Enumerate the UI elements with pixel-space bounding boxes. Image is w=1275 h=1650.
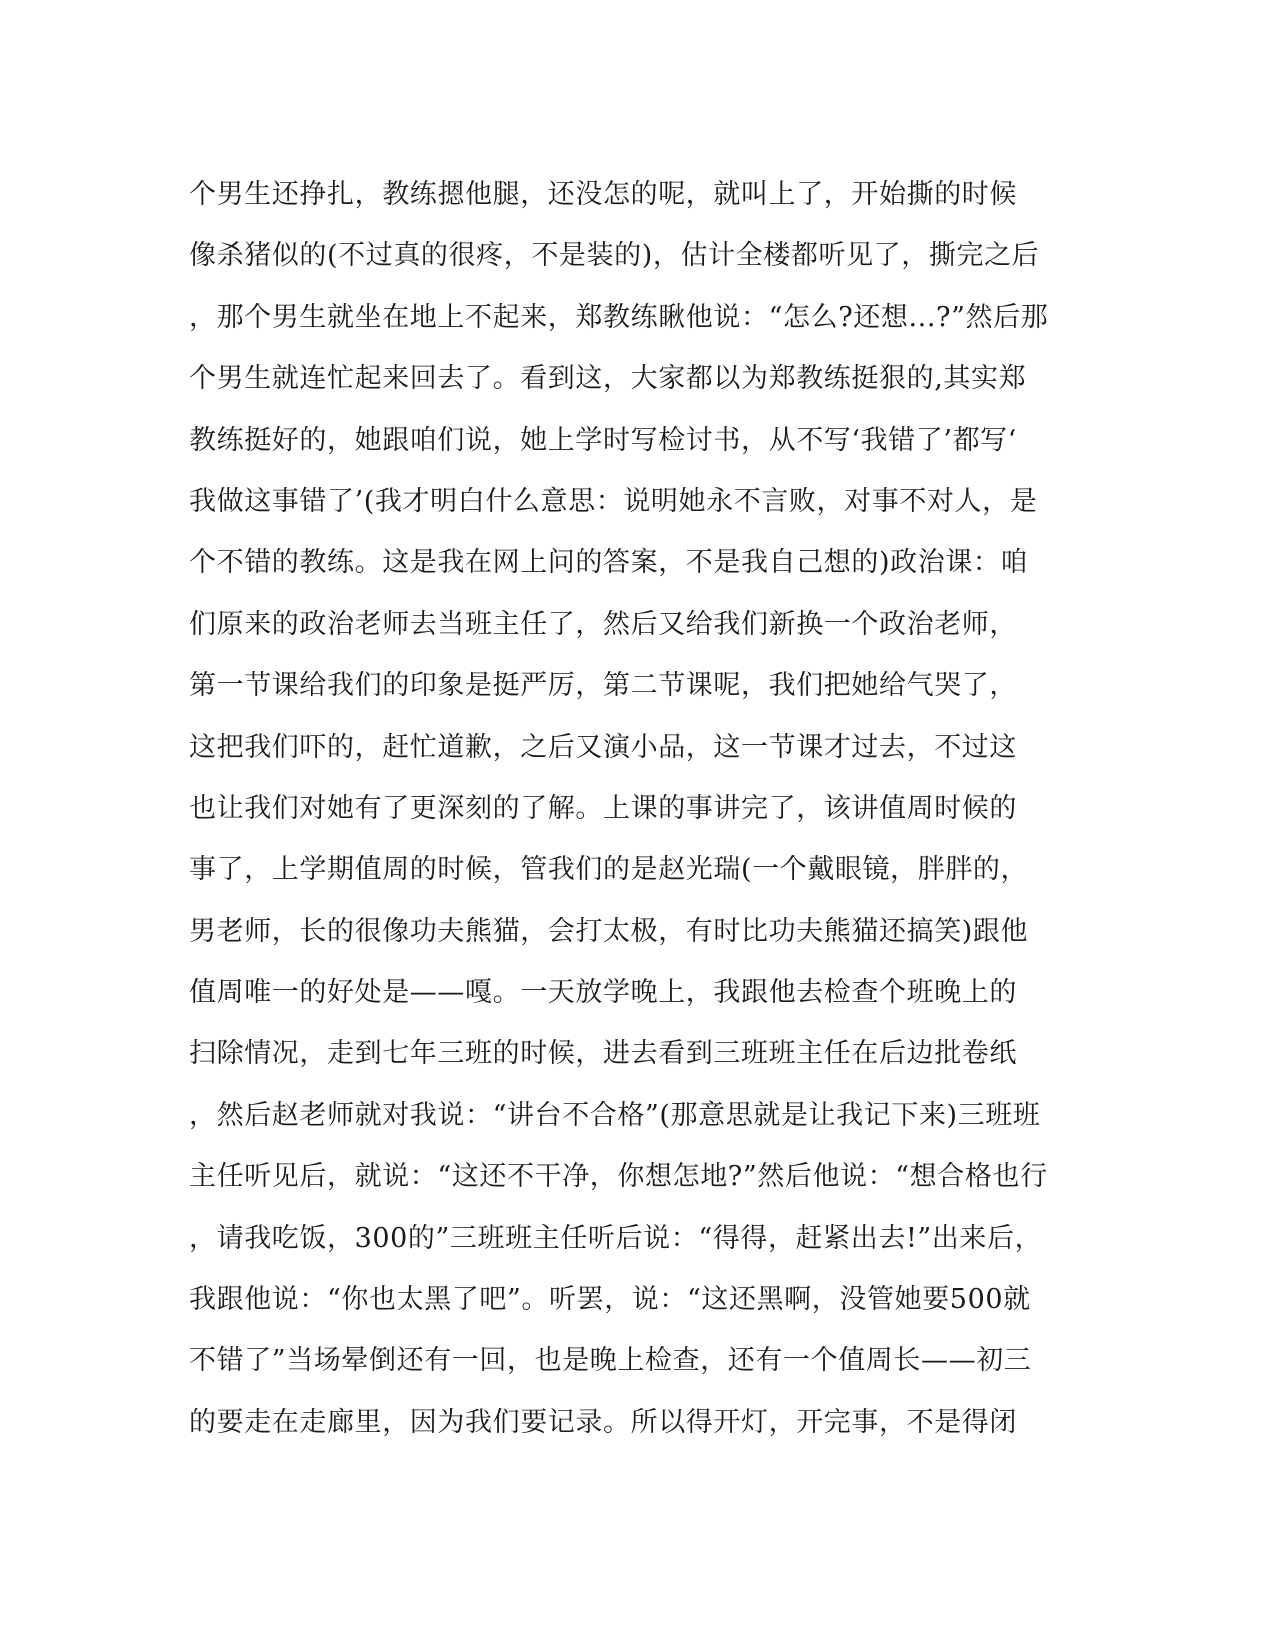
- text-line: 男老师，长的很像功夫熊猫，会打太极，有时比功夫熊猫还搞笑)跟他: [189, 915, 1029, 947]
- body-text: [189, 164, 1089, 1453]
- text-line: 的要走在走廊里，因为我们要记录。所以得开灯，开完事，不是得闭: [189, 1406, 1017, 1438]
- text-line: 第一节课给我们的印象是挺严厉，第二节课呢，我们把她给气哭了，: [189, 670, 1017, 702]
- text-line: 我跟他说：“你也太黑了吧”。听罢，说：“这还黑啊，没管她要500就: [189, 1284, 1031, 1316]
- text-line: 值周唯一的好处是——嘎。一天放学晚上，我跟他去检查个班晚上的: [189, 977, 1017, 1009]
- text-line: ，请我吃饭，300的”三班班主任听后说：“得得，赶紧出去!”出来后，: [189, 1222, 1043, 1254]
- text-line: 像杀猪似的(不过真的很疼，不是装的)，估计全楼都听见了，撕完之后: [189, 240, 1040, 272]
- text-line: 也让我们对她有了更深刻的了解。上课的事讲完了，该讲值周时候的: [189, 792, 1017, 824]
- text-line: 们原来的政治老师去当班主任了，然后又给我们新换一个政治老师，: [189, 608, 1017, 640]
- text-line: ，然后赵老师就对我说：“讲台不合格”(那意思就是让我记下来)三班班: [189, 1099, 1041, 1131]
- text-line: 不错了”当场晕倒还有一回，也是晚上检查，还有一个值周长——初三: [189, 1345, 1032, 1377]
- text-line: 个男生还挣扎，教练摁他腿，还没怎的呢，就叫上了，开始撕的时候: [189, 179, 1017, 210]
- text-line: 个不错的教练。这是我在网上问的答案，不是我自己想的)政治课：咱: [189, 547, 1029, 579]
- text-line: ，那个男生就坐在地上不起来，郑教练瞅他说：“怎么?还想...?”然后那: [189, 301, 1049, 333]
- text-line: 教练挺好的，她跟咱们说，她上学时写检讨书，从不写‘我错了’都写‘: [189, 424, 1017, 456]
- text-line: 这把我们吓的，赶忙道歉，之后又演小品，这一节课才过去，不过这: [189, 731, 1017, 763]
- text-line: 扫除情况，走到七年三班的时候，进去看到三班班主任在后边批卷纸: [189, 1038, 1017, 1070]
- text-line: 我做这事错了’(我才明白什么意思：说明她永不言败，对事不对人，是: [189, 485, 1038, 517]
- text-line: 事了，上学期值周的时候，管我们的是赵光瑞(一个戴眼镜，胖胖的，: [189, 854, 1029, 886]
- text-line: 个男生就连忙起来回去了。看到这，大家都以为郑教练挺狠的,其实郑: [189, 363, 1027, 395]
- text-line: 主任听见后，就说：“这还不干净，你想怎地?”然后他说：“想合格也行: [189, 1161, 1048, 1193]
